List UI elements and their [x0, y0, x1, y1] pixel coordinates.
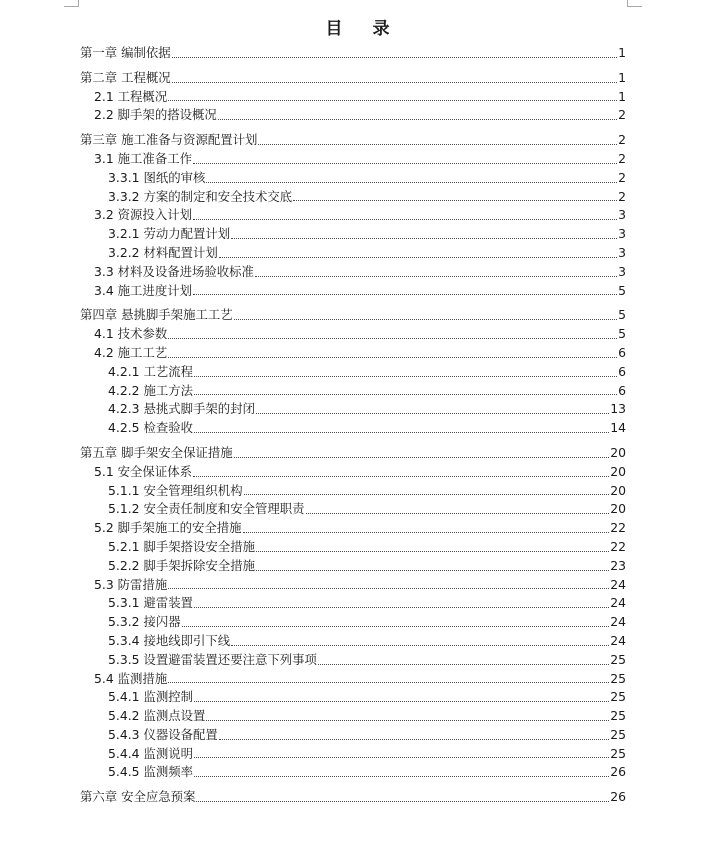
toc-dot-leader	[193, 163, 617, 164]
toc-dot-leader	[168, 338, 617, 339]
toc-dot-leader	[194, 701, 609, 702]
toc-section-entry[interactable]	[80, 613, 626, 632]
toc-section-entry[interactable]	[80, 106, 626, 125]
toc-entry-label: 5.4.3 仪器设备配置	[108, 726, 218, 742]
toc-page-number: 25	[610, 651, 626, 667]
toc-entry-label: 第二章 工程概况	[80, 69, 171, 85]
toc-entry-label: 5.3.4 接地线即引下线	[108, 632, 231, 648]
toc-section-entry[interactable]	[80, 463, 626, 482]
toc-entry-label: 5.2.1 脚手架搭设安全措施	[108, 538, 255, 554]
toc-dot-leader	[293, 200, 617, 201]
toc-page-number: 25	[610, 745, 626, 761]
toc-section-entry[interactable]	[80, 363, 626, 382]
toc-section-entry[interactable]	[80, 225, 626, 244]
toc-page-number: 20	[610, 501, 626, 517]
toc-page-number: 22	[610, 520, 626, 536]
toc-dot-leader	[168, 100, 617, 101]
toc-dot-leader	[234, 319, 617, 320]
toc-entry-label: 5.3.2 接闪器	[108, 614, 181, 630]
toc-section-entry[interactable]	[80, 263, 626, 282]
toc-page-number: 2	[618, 132, 626, 148]
toc-page-number: 6	[618, 363, 626, 379]
toc-chapter-entry[interactable]	[80, 44, 626, 63]
toc-entry-label: 5.2.2 脚手架拆除安全措施	[108, 557, 255, 573]
toc-entry-label: 5.2 脚手架施工的安全措施	[94, 520, 242, 536]
toc-section-entry[interactable]	[80, 557, 626, 576]
toc-title: 目 录	[325, 19, 402, 39]
toc-entry-label: 4.2.5 检查验收	[108, 420, 194, 436]
toc-page-number: 6	[618, 344, 626, 360]
toc-entry-label: 5.4.2 监测点设置	[108, 708, 206, 724]
toc-section-entry[interactable]	[80, 344, 626, 363]
toc-page-number: 3	[618, 207, 626, 223]
toc-entry-label: 4.2.1 工艺流程	[108, 363, 194, 379]
toc-entry-label: 2.2 脚手架的搭设概况	[94, 107, 217, 123]
toc-page-number: 3	[618, 226, 626, 242]
toc-dot-leader	[306, 513, 610, 514]
toc-entry-label: 第四章 悬挑脚手架施工工艺	[80, 307, 233, 323]
toc-dot-leader	[194, 394, 617, 395]
toc-page-number: 1	[618, 69, 626, 85]
toc-page-number: 24	[610, 595, 626, 611]
toc-entry-label: 3.3 材料及设备进场验收标准	[94, 263, 254, 279]
toc-section-entry[interactable]	[80, 325, 626, 344]
toc-section-entry[interactable]	[80, 726, 626, 745]
toc-page-number: 22	[610, 538, 626, 554]
toc-section-entry[interactable]	[80, 482, 626, 501]
page-corner-mark-right	[627, 0, 642, 7]
toc-section-entry[interactable]	[80, 400, 626, 419]
toc-entry-label: 5.4.1 监测控制	[108, 689, 194, 705]
toc-entry-label: 5.4.4 监测说明	[108, 745, 194, 761]
toc-dot-leader	[168, 682, 609, 683]
toc-dot-leader	[258, 144, 617, 145]
toc-page-number: 26	[610, 764, 626, 780]
toc-page-number: 14	[610, 420, 626, 436]
toc-dot-leader	[168, 588, 609, 589]
toc-entry-label: 4.2.3 悬挑式脚手架的封闭	[108, 401, 255, 417]
toc-page-number: 1	[618, 45, 626, 60]
toc-page-number: 6	[618, 382, 626, 398]
toc-entry-label: 3.2.1 劳动力配置计划	[108, 226, 231, 242]
toc-section-entry[interactable]	[80, 169, 626, 188]
toc-dot-leader	[206, 182, 617, 183]
table-of-contents	[80, 44, 626, 807]
toc-entry-label: 3.3.1 图纸的审核	[108, 169, 206, 185]
toc-dot-leader	[196, 801, 609, 802]
toc-entry-label: 4.1 技术参数	[94, 326, 168, 342]
toc-page-number: 24	[610, 614, 626, 630]
toc-page-number: 24	[610, 632, 626, 648]
toc-dot-leader	[194, 757, 609, 758]
toc-dot-leader	[194, 607, 609, 608]
toc-dot-leader	[194, 376, 617, 377]
toc-page-number: 5	[618, 307, 626, 323]
toc-dot-leader	[194, 776, 609, 777]
toc-section-entry[interactable]	[80, 538, 626, 557]
toc-chapter-entry[interactable]	[80, 306, 626, 325]
toc-section-entry[interactable]	[80, 244, 626, 263]
toc-page-number: 3	[618, 263, 626, 279]
toc-dot-leader	[193, 476, 609, 477]
toc-entry-label: 3.4 施工进度计划	[94, 282, 192, 298]
toc-entry-label: 第六章 安全应急预案	[80, 789, 196, 805]
toc-dot-leader	[231, 645, 609, 646]
toc-page-number: 20	[610, 444, 626, 460]
toc-section-entry[interactable]	[80, 745, 626, 764]
toc-entry-label: 5.1.1 安全管理组织机构	[108, 482, 243, 498]
toc-dot-leader	[193, 219, 617, 220]
toc-page-number: 20	[610, 463, 626, 479]
toc-entry-label: 2.1 工程概况	[94, 88, 168, 104]
toc-section-entry[interactable]	[80, 688, 626, 707]
toc-entry-label: 第三章 施工准备与资源配置计划	[80, 132, 258, 148]
toc-entry-label: 3.2.2 材料配置计划	[108, 244, 218, 260]
toc-section-entry[interactable]	[80, 594, 626, 613]
toc-page-number: 25	[610, 708, 626, 724]
toc-dot-leader	[231, 238, 617, 239]
toc-section-entry[interactable]	[80, 188, 626, 207]
toc-dot-leader	[172, 82, 617, 83]
toc-dot-leader	[193, 294, 617, 295]
toc-page-number: 3	[618, 244, 626, 260]
toc-entry-label: 3.3.2 方案的制定和安全技术交底	[108, 188, 293, 204]
toc-entry-label: 5.1 安全保证体系	[94, 463, 192, 479]
toc-dot-leader	[256, 413, 609, 414]
toc-dot-leader	[219, 739, 609, 740]
toc-chapter-entry[interactable]	[80, 69, 626, 88]
toc-dot-leader	[244, 494, 610, 495]
toc-page-number: 13	[610, 401, 626, 417]
toc-entry-label: 3.2 资源投入计划	[94, 207, 192, 223]
toc-page-number: 1	[618, 88, 626, 104]
toc-section-entry[interactable]	[80, 88, 626, 107]
toc-page-number: 20	[610, 482, 626, 498]
toc-page-number: 2	[618, 150, 626, 166]
toc-dot-leader	[218, 119, 617, 120]
toc-section-entry[interactable]	[80, 419, 626, 438]
toc-page-number: 2	[618, 107, 626, 123]
toc-entry-label: 5.3.5 设置避雷装置还要注意下列事项	[108, 651, 317, 667]
toc-dot-leader	[219, 257, 617, 258]
toc-section-entry[interactable]	[80, 576, 626, 595]
toc-page-number: 25	[610, 689, 626, 705]
toc-page-number: 5	[618, 326, 626, 342]
toc-section-entry[interactable]	[80, 206, 626, 225]
toc-dot-leader	[182, 626, 610, 627]
toc-entry-label: 3.1 施工准备工作	[94, 150, 192, 166]
toc-section-entry[interactable]	[80, 500, 626, 519]
toc-entry-label: 4.2.2 施工方法	[108, 382, 194, 398]
toc-dot-leader	[256, 570, 609, 571]
toc-section-entry[interactable]	[80, 382, 626, 401]
page-corner-mark-left	[64, 0, 79, 7]
toc-dot-leader	[318, 664, 609, 665]
toc-entry-label: 5.4 监测措施	[94, 670, 168, 686]
toc-dot-leader	[255, 276, 617, 277]
toc-page-number: 2	[618, 188, 626, 204]
toc-section-entry[interactable]	[80, 670, 626, 689]
toc-dot-leader	[206, 720, 609, 721]
toc-dot-leader	[256, 551, 609, 552]
toc-entry-label: 第五章 脚手架安全保证措施	[80, 444, 233, 460]
toc-entry-label: 4.2 施工工艺	[94, 344, 168, 360]
toc-dot-leader	[194, 432, 609, 433]
toc-section-entry[interactable]	[80, 519, 626, 538]
toc-section-entry[interactable]	[80, 707, 626, 726]
toc-entry-label: 5.4.5 监测频率	[108, 764, 194, 780]
toc-entry-label: 5.3.1 避雷装置	[108, 595, 194, 611]
toc-dot-leader	[172, 57, 617, 58]
toc-section-entry[interactable]	[80, 282, 626, 301]
toc-chapter-entry[interactable]	[80, 444, 626, 463]
toc-section-entry[interactable]	[80, 763, 626, 782]
toc-chapter-entry[interactable]	[80, 788, 626, 807]
toc-section-entry[interactable]	[80, 651, 626, 670]
toc-page-number: 24	[610, 576, 626, 592]
toc-page-number: 23	[610, 557, 626, 573]
toc-dot-leader	[234, 457, 610, 458]
toc-page-number: 26	[610, 789, 626, 805]
toc-dot-leader	[243, 532, 610, 533]
toc-entry-label: 5.1.2 安全责任制度和安全管理职责	[108, 501, 305, 517]
toc-section-entry[interactable]	[80, 150, 626, 169]
toc-page-number: 25	[610, 726, 626, 742]
toc-chapter-entry[interactable]	[80, 131, 626, 150]
toc-page-number: 5	[618, 282, 626, 298]
toc-page-number: 2	[618, 169, 626, 185]
toc-entry-label: 第一章 编制依据	[80, 45, 171, 60]
toc-entry-label: 5.3 防雷措施	[94, 576, 168, 592]
toc-page-number: 25	[610, 670, 626, 686]
toc-section-entry[interactable]	[80, 632, 626, 651]
toc-dot-leader	[168, 357, 617, 358]
